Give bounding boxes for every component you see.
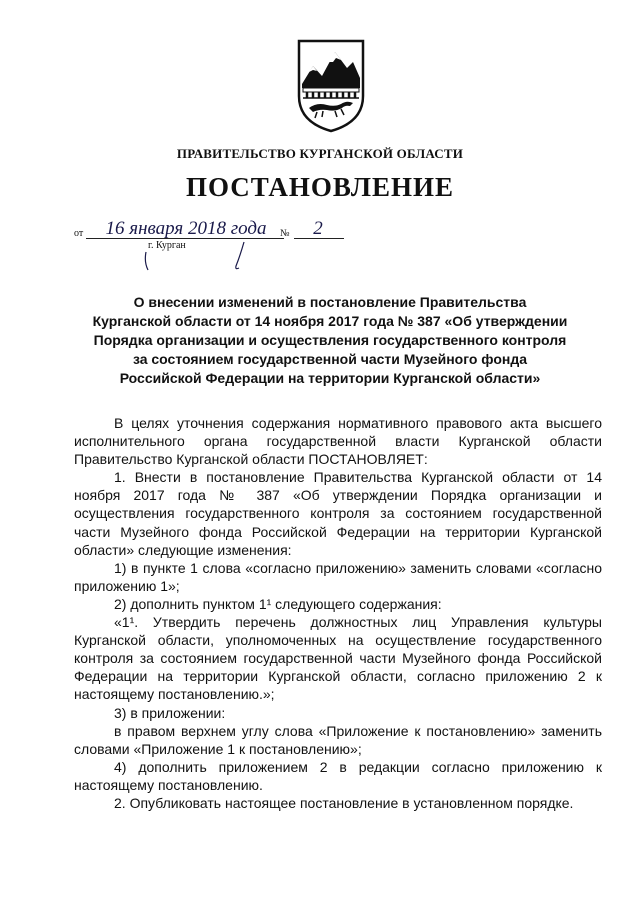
- body-paragraph: В целях уточнения содержания нормативного правового акта высшего исполнительного органа государственной власти Курганской области Правительство Курганской области ПОСТАНОВЛЯЕТ:: [74, 415, 602, 468]
- document-body: [74, 414, 602, 812]
- number-underline: [294, 238, 344, 239]
- heading-line: Российской Федерации на территории Курганской области»: [119, 370, 541, 386]
- heading-line: Порядка организации и осуществления государственного контроля: [93, 332, 567, 348]
- body-paragraph: 3) в приложении:: [114, 704, 226, 721]
- body-paragraph: 2. Опубликовать настоящее постановление в установленном порядке.: [114, 794, 574, 811]
- heading-line: О внесении изменений в постановление Правительства: [133, 294, 527, 310]
- body-paragraph: 2) дополнить пунктом 1¹ следующего содержания:: [114, 595, 442, 612]
- document-heading: [60, 293, 600, 388]
- handwritten-date: 16 января 2018 года: [105, 218, 267, 239]
- body-paragraph: 1) в пункте 1 слова «согласно приложению» заменить словами «согласно приложению 1»;: [74, 559, 602, 594]
- body-paragraph: 1. Внести в постановление Правительства Курганской области от 14 ноября 2017 года № 387 «Об утверждении Порядка организации и осуществления государственного контроля за состоянием государственной части Музейного фонда Российской Федерации на территории Курганской области» следующие изменения:: [74, 469, 602, 558]
- handwriting-flourish-icon: [140, 232, 260, 272]
- handwritten-number: 2: [313, 218, 323, 239]
- city-label: г. Курган: [148, 240, 186, 251]
- heading-line: за состоянием государственной части Музейного фонда: [132, 351, 528, 367]
- date-prefix: от: [74, 228, 84, 239]
- heading-line: Курганской области от 14 ноября 2017 года № 387 «Об утверждении: [92, 313, 568, 329]
- document-type-title: ПОСТАНОВЛЕНИЕ: [185, 172, 455, 202]
- government-name: ПРАВИТЕЛЬСТВО КУРГАНСКОЙ ОБЛАСТИ: [176, 146, 464, 161]
- coat-of-arms-icon: [295, 38, 367, 134]
- body-paragraph: «1¹. Утвердить перечень должностных лиц Управления культуры Курганской области, уполномоченных на осуществление государственного контроля за состоянием государственной части Музейного фонда Российской Федерации на территории Курганской области, согласно приложению 2 к настоящему постановлению.»;: [74, 614, 602, 703]
- body-paragraph: 4) дополнить приложением 2 в редакции согласно приложению к настоящему постановлению.: [74, 758, 602, 793]
- date-number-line: [74, 218, 374, 270]
- body-paragraph: в правом верхнем углу слова «Приложение к постановлению» заменить словами «Приложение 1 к постановлению»;: [74, 722, 602, 757]
- number-prefix: №: [280, 228, 290, 239]
